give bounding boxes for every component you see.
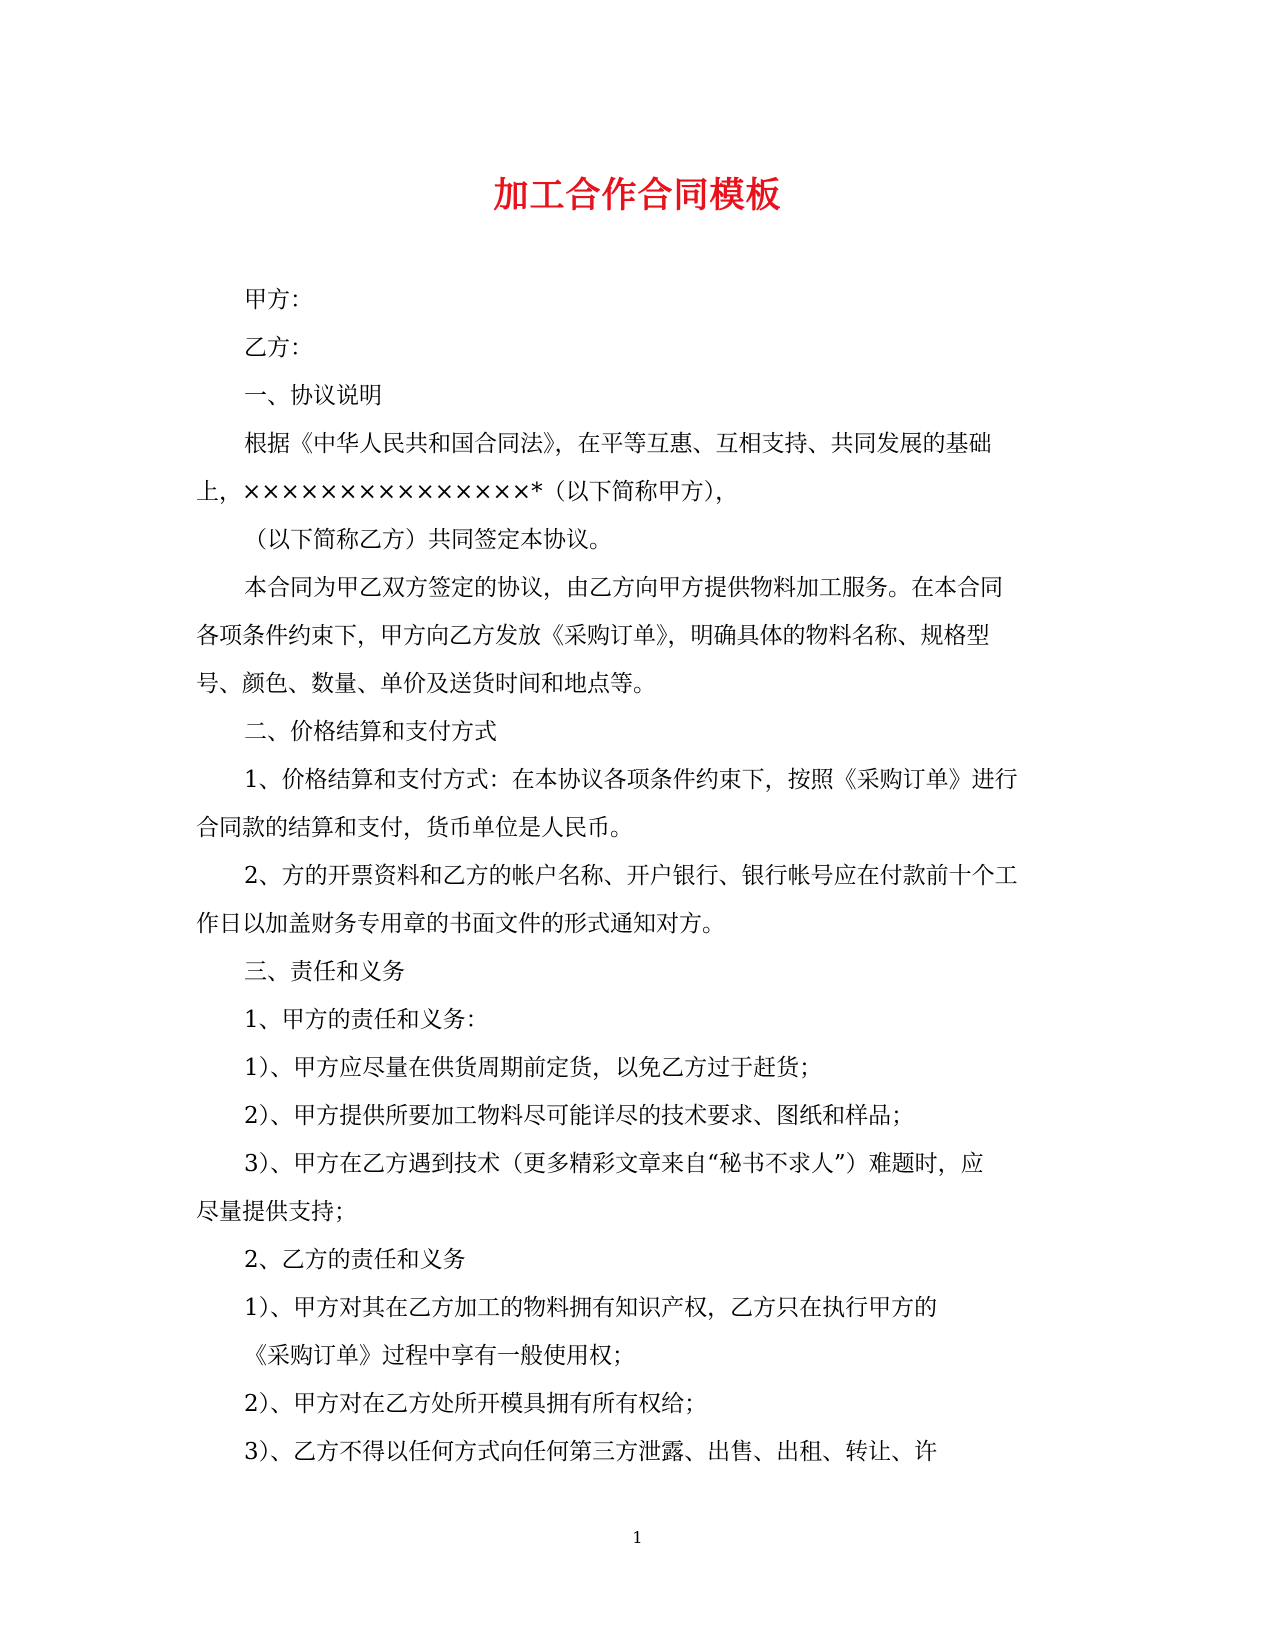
document-body [196,276,1088,1476]
paragraph-line: 2、方的开票资料和乙方的帐户名称、开户银行、银行帐号应在付款前十个工 [244,863,1018,889]
list-item: 2）、甲方对在乙方处所开模具拥有所有权给； [244,1391,708,1417]
list-item: 2）、甲方提供所要加工物料尽可能详尽的技术要求、图纸和样品； [244,1103,915,1129]
paragraph-line: 各项条件约束下，甲方向乙方发放《采购订单》，明确具体的物料名称、规格型 [196,623,990,649]
list-item: 3）、乙方不得以任何方式向任何第三方泄露、出售、出租、转让、许 [244,1439,938,1465]
paragraph-line: 作日以加盖财务专用章的书面文件的形式通知对方。 [196,911,725,937]
subsection-heading: 1、甲方的责任和义务： [244,1007,489,1033]
subsection-heading: 2、乙方的责任和义务 [244,1247,466,1273]
paragraph-line: 本合同为甲乙双方签定的协议，由乙方向甲方提供物料加工服务。在本合同 [244,575,1003,601]
paragraph-line: 合同款的结算和支付，货币单位是人民币。 [196,815,633,841]
section-heading: 三、责任和义务 [244,959,405,985]
party-b-line: 乙方： [244,335,313,361]
section-heading: 二、价格结算和支付方式 [244,719,497,745]
section-heading: 一、协议说明 [244,383,382,409]
page-number: 1 [632,1528,643,1547]
paragraph-line: 根据《中华人民共和国合同法》，在平等互惠、互相支持、共同发展的基础 [244,431,992,457]
list-item: 1）、甲方对其在乙方加工的物料拥有知识产权，乙方只在执行甲方的 [244,1295,938,1321]
paragraph-line: 1、价格结算和支付方式：在本协议各项条件约束下，按照《采购订单》进行 [244,767,1018,793]
paragraph-line: 上，×××××××××××××××*（以下简称甲方）， [196,479,739,505]
document-title: 加工合作合同模板 [493,175,782,216]
paragraph-line: （以下简称乙方）共同签定本协议。 [244,527,612,553]
list-item-continuation: 《采购订单》过程中享有一般使用权； [244,1343,635,1369]
list-item: 3）、甲方在乙方遇到技术（更多精彩文章来自“秘书不求人”）难题时，应 [244,1151,984,1177]
paragraph-line: 号、颜色、数量、单价及送货时间和地点等。 [196,671,656,697]
list-item: 1）、甲方应尽量在供货周期前定货，以免乙方过于赶货； [244,1055,823,1081]
list-item-continuation: 尽量提供支持； [196,1199,357,1225]
party-a-line: 甲方： [244,287,313,313]
